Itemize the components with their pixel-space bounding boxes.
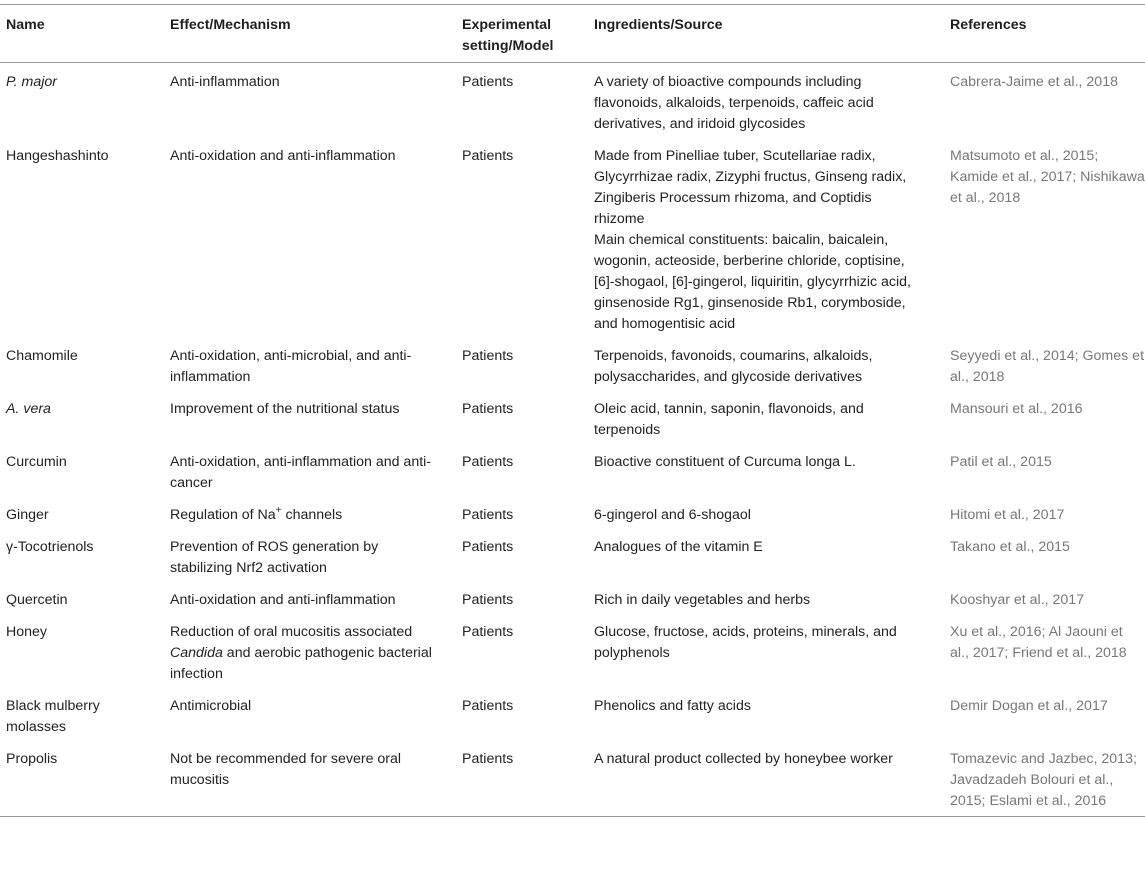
ingredients-text: Made from Pinelliae tuber, Scutellariae radix, Glycyrrhizae radix, Zizyphi fructus, Ginseng radix, Zingiberis Processum rhizoma, and Coptidis rhizome: [594, 148, 907, 227]
cell-name: [0, 63, 170, 138]
cell-effect: Anti-oxidation and anti-inflammation: [170, 148, 396, 164]
cell-effect: Anti-oxidation, anti-inflammation and anti-cancer: [170, 454, 432, 491]
effect-superscript: +: [275, 505, 282, 516]
header-row: [0, 5, 1145, 63]
table-row: [0, 613, 1145, 687]
table-row: [0, 390, 1145, 443]
cell-effect: Improvement of the nutritional status: [170, 401, 400, 417]
cell-effect: Anti-oxidation and anti-inflammation: [170, 592, 396, 608]
cell-references: Matsumoto et al., 2015; Kamide et al., 2017; Nishikawa et al., 2018: [950, 148, 1145, 206]
cell-ingredients: Bioactive constituent of Curcuma longa L.: [594, 454, 856, 470]
cell-references: Seyyedi et al., 2014; Gomes et al., 2018: [950, 348, 1145, 385]
cell-setting: Patients: [462, 698, 514, 714]
cell-references: Xu et al., 2016; Al Jaouni et al., 2017; Friend et al., 2018: [950, 624, 1127, 661]
cell-setting: Patients: [462, 74, 514, 90]
table-row: [0, 443, 1145, 496]
header-setting: [462, 5, 594, 63]
cell-name: Hangeshashinto: [6, 148, 109, 164]
cell-references: Hitomi et al., 2017: [950, 507, 1065, 523]
cell-references: Tomazevic and Jazbec, 2013; Javadzadeh Bolouri et al., 2015; Eslami et al., 2016: [950, 751, 1137, 809]
table-row: [0, 337, 1145, 390]
cell-ingredients: Phenolics and fatty acids: [594, 698, 751, 714]
effect-text-italic: Candida: [170, 645, 223, 661]
cell-setting: Patients: [462, 751, 514, 767]
cell-effect: Antimicrobial: [170, 698, 252, 714]
cell-ingredients: Terpenoids, favonoids, coumarins, alkaloids, polysaccharides, and glycoside derivatives: [594, 348, 873, 385]
cell-name: Honey: [6, 624, 48, 640]
header-ingredients: Ingredients/Source: [594, 17, 723, 33]
herbal-remedies-table: [0, 4, 1145, 817]
cell-ingredients: A variety of bioactive compounds including flavonoids, alkaloids, terpenoids, caffeic acid derivatives, and iridoid glycosides: [594, 74, 874, 132]
cell-setting: Patients: [462, 592, 514, 608]
cell-name-italic: A. vera: [6, 401, 51, 417]
effect-text-pre: Reduction of oral mucositis associated: [170, 624, 413, 640]
cell-name: Chamomile: [6, 348, 78, 364]
cell-ingredients: 6-gingerol and 6-shogaol: [594, 507, 751, 523]
cell-references: Takano et al., 2015: [950, 539, 1070, 555]
cell-setting: Patients: [462, 539, 514, 555]
cell-ingredients: [594, 137, 950, 337]
cell-name: Black mulberry molasses: [6, 698, 100, 735]
cell-references: Cabrera-Jaime et al., 2018: [950, 74, 1118, 90]
header-name: Name: [6, 17, 45, 33]
cell-ingredients: Analogues of the vitamin E: [594, 539, 763, 555]
cell-setting: Patients: [462, 454, 514, 470]
table-row: [0, 528, 1145, 581]
cell-name: Ginger: [6, 507, 49, 523]
cell-references: Mansouri et al., 2016: [950, 401, 1083, 417]
table-header: [0, 5, 1145, 63]
table-row: [0, 581, 1145, 613]
table-row: [0, 496, 1145, 528]
cell-references: Patil et al., 2015: [950, 454, 1052, 470]
cell-ingredients: Glucose, fructose, acids, proteins, minerals, and polyphenols: [594, 624, 897, 661]
table-row: [0, 63, 1145, 138]
header-effect: Effect/Mechanism: [170, 17, 291, 33]
effect-text-post: channels: [281, 507, 343, 523]
effect-text-pre: Regulation of Na: [170, 507, 276, 523]
cell-name-italic: P. major: [6, 74, 57, 90]
cell-setting: Patients: [462, 507, 514, 523]
table-row: [0, 740, 1145, 817]
cell-effect: [170, 613, 462, 687]
cell-ingredients: A natural product collected by honeybee worker: [594, 751, 893, 767]
cell-setting: Patients: [462, 348, 514, 364]
header-setting-line1: Experimental: [462, 17, 552, 33]
effect-text-post: and aerobic pathogenic bacterial infection: [170, 645, 432, 682]
cell-name: Quercetin: [6, 592, 68, 608]
cell-effect: [170, 496, 462, 528]
table-row: [0, 687, 1145, 740]
cell-ingredients: Rich in daily vegetables and herbs: [594, 592, 811, 608]
cell-references: Demir Dogan et al., 2017: [950, 698, 1108, 714]
ingredients-constituents: Main chemical constituents: baicalin, baicalein, wogonin, acteoside, berberine chloride, coptisine, [6]-shogaol, [6]-gingerol, liquiritin, glycyrrhizic acid, ginsenoside Rg1, ginsenoside Rb1, corymboside, and homogentisic acid: [594, 232, 911, 332]
table-row: [0, 137, 1145, 337]
cell-effect: Prevention of ROS generation by stabilizing Nrf2 activation: [170, 539, 379, 576]
cell-setting: Patients: [462, 624, 514, 640]
cell-name: [0, 390, 170, 443]
cell-effect: Anti-inflammation: [170, 74, 280, 90]
cell-ingredients: Oleic acid, tannin, saponin, flavonoids, and terpenoids: [594, 401, 864, 438]
cell-name: Propolis: [6, 751, 58, 767]
header-references: References: [950, 17, 1027, 33]
header-setting-line2: setting/Model: [462, 38, 554, 54]
table-body: [0, 63, 1145, 817]
cell-effect: Anti-oxidation, anti-microbial, and anti-inflammation: [170, 348, 412, 385]
cell-name: γ-Tocotrienols: [6, 539, 94, 555]
cell-effect: Not be recommended for severe oral mucositis: [170, 751, 402, 788]
cell-name: Curcumin: [6, 454, 67, 470]
cell-references: Kooshyar et al., 2017: [950, 592, 1085, 608]
cell-setting: Patients: [462, 148, 514, 164]
cell-setting: Patients: [462, 401, 514, 417]
